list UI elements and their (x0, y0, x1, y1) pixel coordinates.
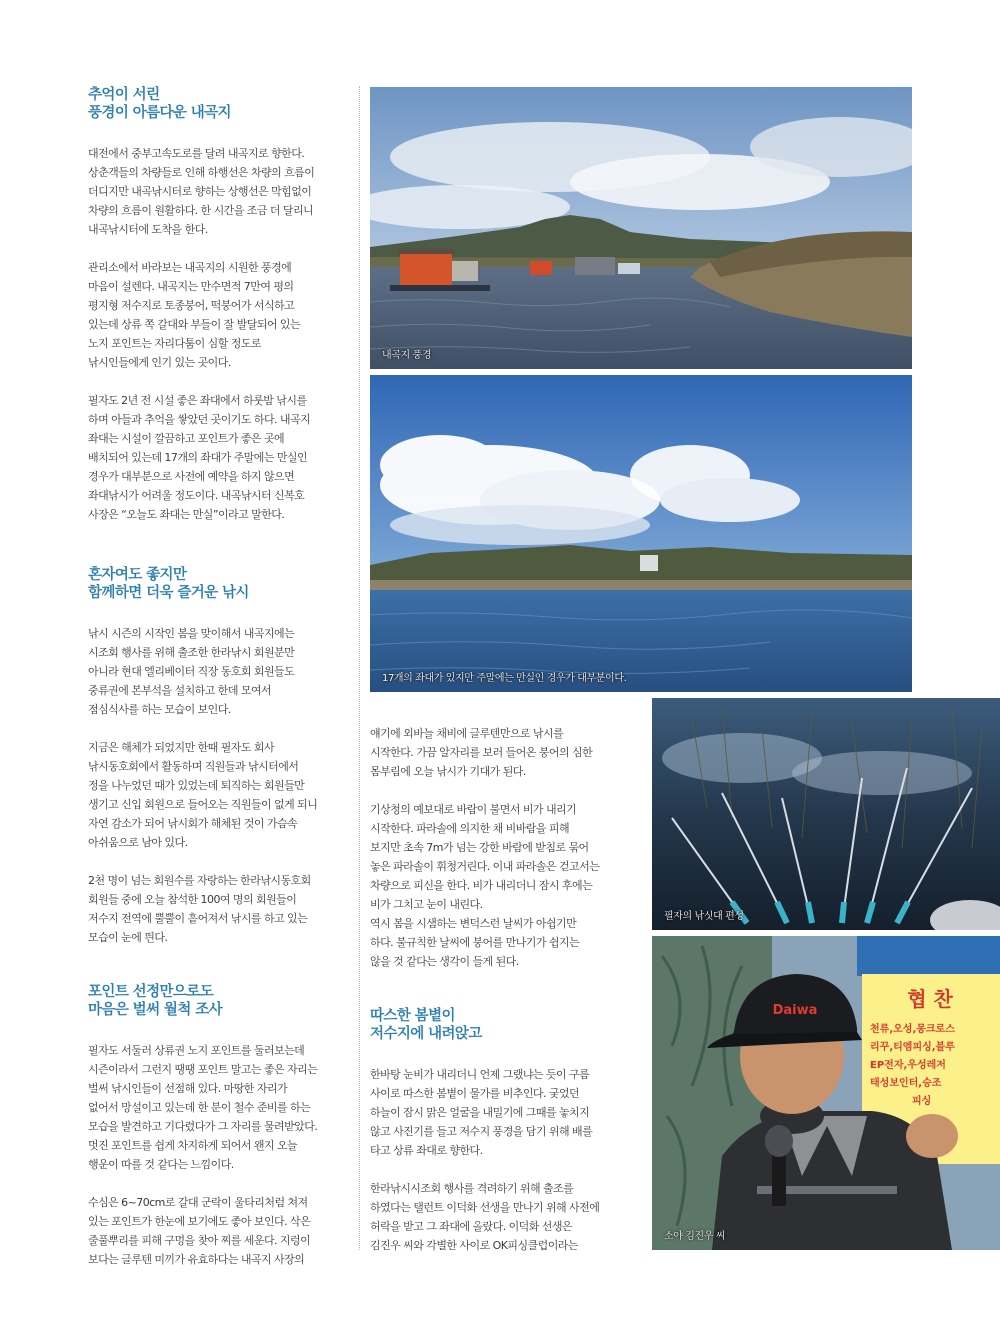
banner-line: 천류,오성,몽크로스 (870, 1024, 955, 1035)
photo-caption: 필자의 낚싯대 편성 (664, 911, 744, 922)
banner-line: EP전자,우성레저 (870, 1060, 946, 1071)
paragraph: 낚시 시즌의 시작인 봄을 맞이해서 내곡지에는 시조회 행사를 위해 출조한 한라낚시 회원분만 아니라 현대 엘리베이터 직장 동호회 회원들도 중류권에 본부석을 설치하고 한데 모여서 점심식사를 하는 모습이 보인다. (88, 627, 295, 716)
photo-reservoir-landscape (370, 87, 912, 369)
section-heading-2: 혼자여도 좋지만 함께하면 더욱 즐거운 낚시 (88, 567, 249, 601)
banner-title: 협 찬 (907, 987, 953, 1011)
paragraph: 한라낚시시조회 행사를 격려하기 위해 출조를 하였다는 탤런트 이덕화 선생을 만나기 위해 사전에 허락을 받고 그 좌대에 올랐다. 이덕화 선생은 김진우 씨와 각별한 사이로 OK피싱클럽이라는 (370, 1182, 600, 1252)
photo-clouds-reservoir (370, 375, 912, 692)
banner-line: 태성보인터,승조 (870, 1078, 942, 1089)
paragraph: 기상청의 예보대로 바람이 불면서 비가 내리기 시작한다. 파라솔에 의지한 채 비바람을 피해 보지만 초속 7m가 넘는 강한 바람에 받침로 묶어 놓은 파라솔이 휘청거린다. 이내 파라솔은 걷고서는 차량으로 피신을 한다. 비가 내리더니 잠시 후에는 비가 그치고 눈이 내린다. 역시 봄을 시샘하는 변덕스런 날씨가 아쉽기만 하다. 불규칙한 날씨에 붕어를 만나기가 쉽지는 않을 것 같다는 생각이 들게 된다. (370, 803, 600, 968)
column-divider (359, 86, 360, 1250)
paragraph: 대전에서 중부고속도로를 달려 내곡지로 향한다. 상춘객들의 차량들로 인해 하행선은 차량의 흐름이 더디지만 내곡낚시터로 향하는 상행선은 막힘없이 차량의 흐름이 원활하다. 한 시간을 조금 더 달리니 내곡낚시터에 도착을 한다. (88, 147, 315, 236)
photo-caption: 17개의 좌대가 있지만 주말에는 만실인 경우가 대부분이다. (382, 673, 627, 684)
banner-line: 리꾸,티엠피싱,블루 (870, 1042, 955, 1053)
section-heading-3: 포인트 선정만으로도 마음은 벌써 월척 조사 (88, 984, 223, 1018)
paragraph: 관리소에서 바라보는 내곡지의 시원한 풍경에 마음이 설렌다. 내곡지는 만수면적 7만여 평의 평지형 저수지로 토종붕어, 떡붕어가 서식하고 있는데 상류 쪽 갈대와 부들이 잘 발달되어 있는 노지 포인트는 자리다툼이 심할 정도로 낚시인들에게 인기 있는 곳이다. (88, 261, 301, 369)
photo-fishing-rods (652, 698, 1000, 930)
paragraph: 필자도 2년 전 시설 좋은 좌대에서 하룻밤 낚시를 하며 아들과 추억을 쌓았던 곳이기도 하다. 내곡지 좌대는 시설이 깔끔하고 포인트가 좋은 곳에 배치되어 있는데 17개의 좌대가 주말에는 만실인 경우가 대부분으로 사전에 예약을 하지 않으면 좌대낚시가 어려울 정도이다. 내곡낚시터 신복호 사장은 “오늘도 좌대는 만실”이라고 말한다. (88, 394, 311, 521)
paragraph: 얘기에 외바늘 채비에 글루텐만으로 낚시를 시작한다. 가끔 알자리를 보러 들어온 붕어의 심한 몸부림에 오늘 낚시가 기대가 된다. (370, 727, 593, 778)
photo-speaker-with-microphone (652, 936, 1000, 1250)
photo-caption: 내곡지 풍경 (382, 350, 432, 361)
paragraph: 2천 명이 넘는 회원수를 자랑하는 한라낚시동호회 회원들 중에 오늘 참석한 100여 명의 회원들이 저수지 전역에 뿔뿔이 흩어져서 낚시를 하고 있는 모습이 눈에 띈다. (88, 874, 311, 944)
paragraph: 한바탕 눈비가 내리더니 언제 그랬냐는 듯이 구름 사이로 따스한 봄볕이 물가를 비추인다. 궂었던 하늘이 잠시 맑은 얼굴을 내밀기에 그때를 놓치지 않고 사진기를 들고 저수지 풍경을 담기 위해 배를 타고 상류 좌대로 향한다. (370, 1068, 593, 1157)
banner-line: 피싱 (912, 1096, 932, 1107)
left-column (88, 86, 350, 1269)
middle-column (370, 724, 632, 1255)
section-heading-4: 따스한 봄볕이 저수지에 내려앉고 (370, 1008, 482, 1042)
paragraph: 지금은 해체가 되었지만 한때 필자도 회사 낚시동호회에서 활동하며 직원들과 낚시터에서 정을 나누었던 때가 있었는데 퇴직하는 회원들만 생기고 신입 회원으로 들어오는 직원들이 없게 되니 자연 감소가 되어 낚시회가 해체된 것이 가슴속 아쉬움으로 남아 있다. (88, 741, 318, 849)
paragraph: 수심은 6~70cm로 갈대 군락이 울타리처럼 쳐져 있는 포인트가 한눈에 보기에도 좋아 보인다. 삭은 줄풀뿌리를 피해 구멍을 찾아 찌를 세운다. 지렁이 보다는 글루텐 미끼가 유효하다는 내곡지 사장의 (88, 1196, 311, 1266)
photo-caption: 소야 김진우 씨 (664, 1231, 726, 1242)
section-heading-1: 추억이 서린 풍경이 아름다운 내곡지 (88, 87, 231, 121)
cap-logo: Daiwa (772, 1003, 818, 1018)
paragraph: 필자도 서둘러 상류권 노지 포인트를 둘러보는데 시즌이라서 그런지 땡땡 포인트 말고는 좋은 자리는 벌써 낚시인들이 선점해 있다. 마땅한 자리가 없어서 망설이고 있는데 한 분이 철수 준비를 하는 모습을 발견하고 기다렸다가 그 자리를 물려받았다. 멋진 포인트를 쉽게 차지하게 되어서 왠지 오늘 행운이 따를 것 같다는 느낌이다. (88, 1044, 318, 1171)
